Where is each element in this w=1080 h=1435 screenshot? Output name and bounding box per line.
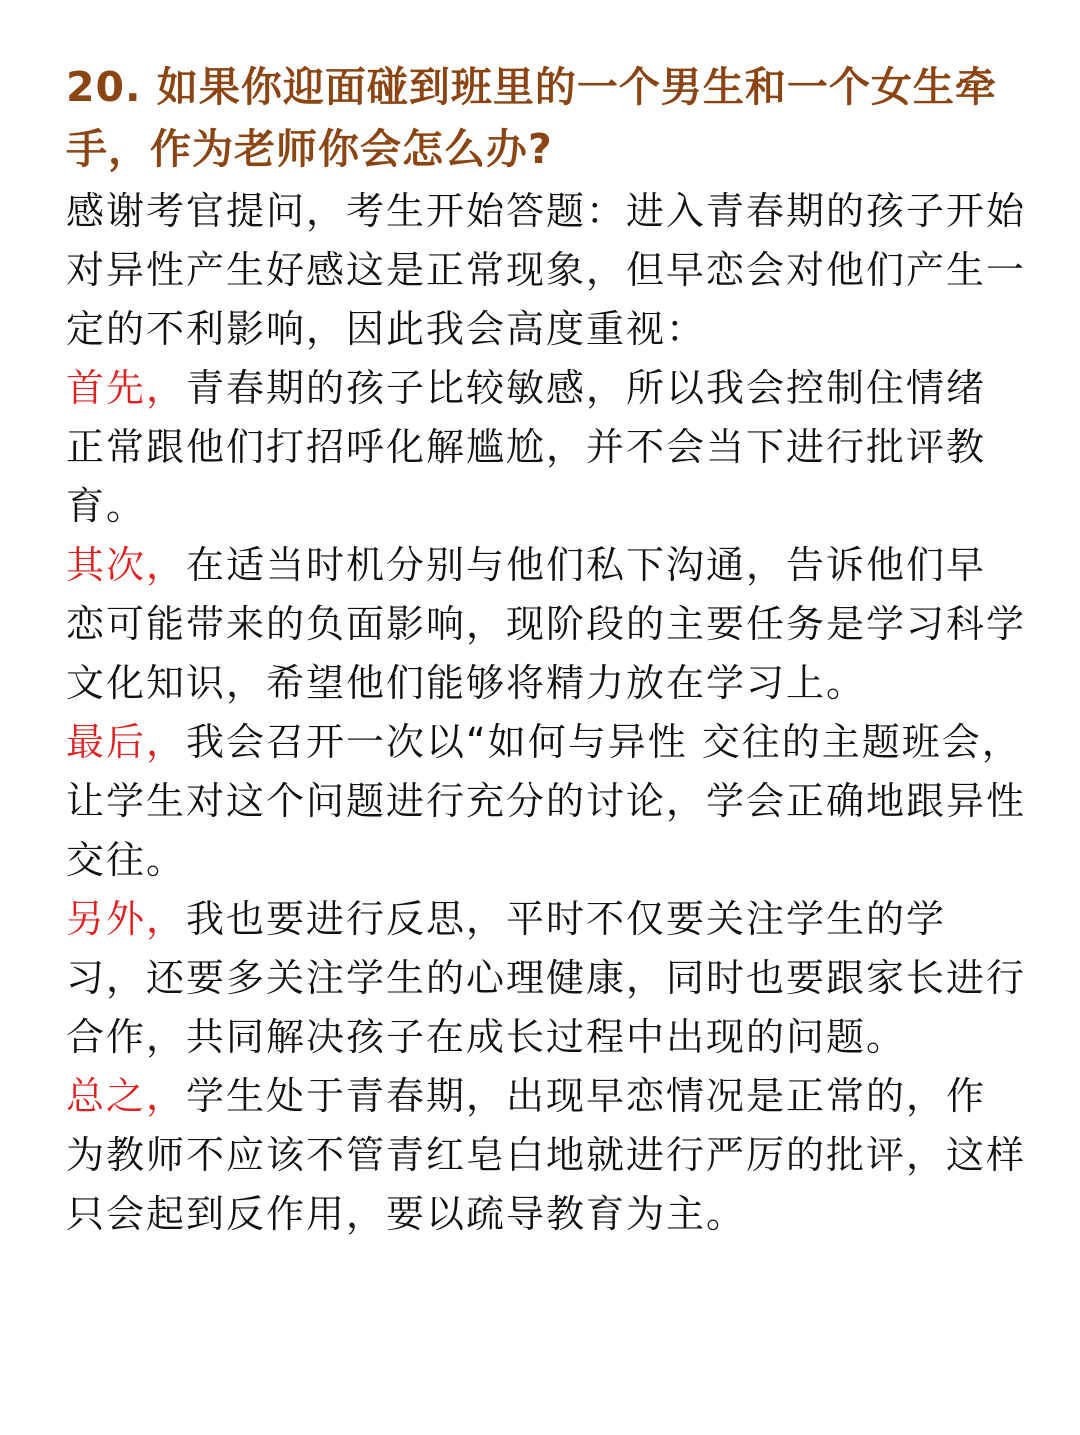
point-text-first: 青春期的孩子比较敏感，所以我会控制住情绪正常跟他们打招呼化解尴尬，并不会当下进行批评教育。 [66, 366, 987, 528]
question-title: 20. 如果你迎面碰到班里的一个男生和一个女生牵手，作为老师你会怎么办? [66, 63, 997, 173]
point-lead-third: 最后， [66, 720, 187, 764]
point-lead-fifth: 总之， [66, 1074, 187, 1118]
point-lead-first: 首先， [66, 366, 187, 410]
intro-paragraph: 感谢考官提问，考生开始答题：进入青春期的孩子开始对异性产生好感这是正常现象，但早恋会对他们产生一定的不利影响，因此我会高度重视： [66, 189, 1027, 351]
point-paragraph-fourth [66, 890, 1026, 1067]
point-paragraph-fifth [66, 1067, 1026, 1244]
point-lead-second: 其次， [66, 543, 187, 587]
point-lead-fourth: 另外， [66, 897, 187, 941]
point-text-third: 我会召开一次以“如何与异性 交往的主题班会，让学生对这个问题进行充分的讨论，学会正确地跟异性交往。 [66, 720, 1027, 882]
point-text-second: 在适当时机分别与他们私下沟通，告诉他们早恋可能带来的负面影响，现阶段的主要任务是学习科学文化知识，希望他们能够将精力放在学习上。 [66, 543, 1027, 705]
point-text-fourth: 我也要进行反思，平时不仅要关注学生的学习，还要多关注学生的心理健康，同时也要跟家长进行合作，共同解决孩子在成长过程中出现的问题。 [66, 897, 1027, 1059]
answer-body [66, 182, 1026, 1244]
document-page [66, 56, 1026, 1244]
point-text-fifth: 学生处于青春期，出现早恋情况是正常的，作为教师不应该不管青红皂白地就进行严厉的批评，这样只会起到反作用，要以疏导教育为主。 [66, 1074, 1027, 1236]
point-paragraph-first [66, 359, 1026, 536]
point-paragraph-third [66, 713, 1026, 890]
point-paragraph-second [66, 536, 1026, 713]
